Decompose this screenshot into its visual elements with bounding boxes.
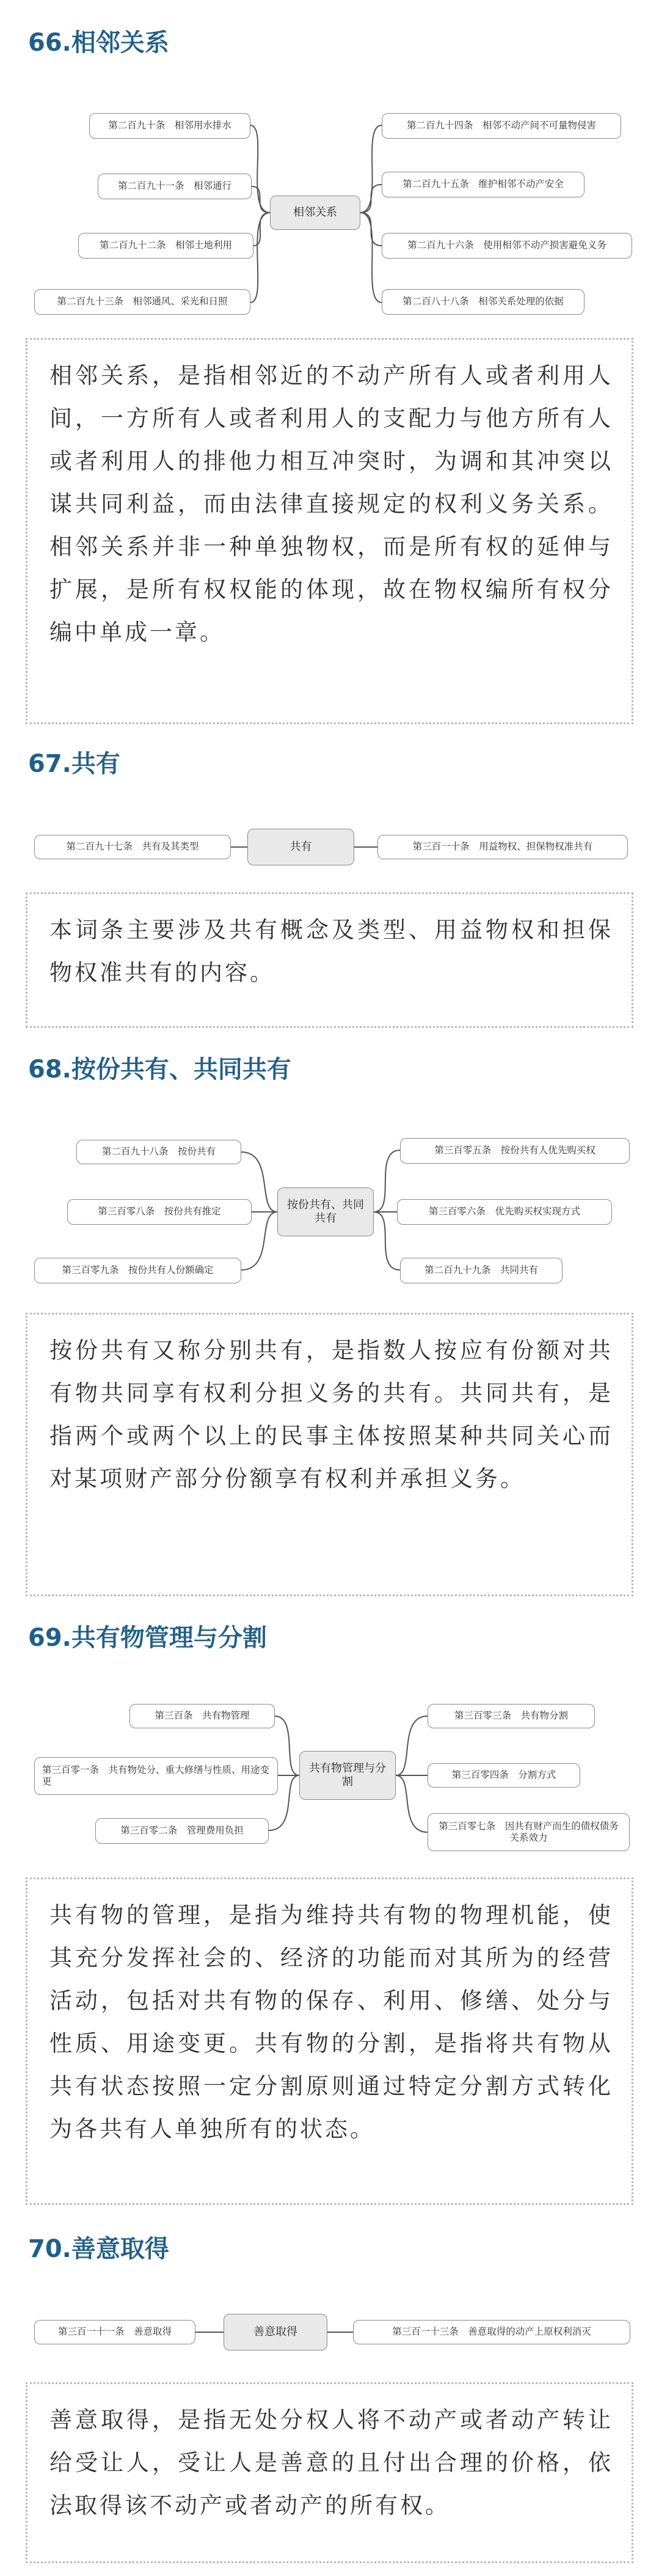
center-label: 按份共有、共同共有 <box>287 1198 364 1225</box>
mindmap-leaf <box>76 1140 241 1164</box>
mindmap-leaf <box>353 2320 630 2344</box>
mindmap-leaf <box>34 1258 241 1283</box>
mindmap-leaf <box>400 1258 563 1283</box>
mindmap-center <box>224 2314 327 2350</box>
section-text-box: 相邻关系，是指相邻近的不动产所有人或者利用人间，一方所有人或者利用人的支配力与他方所有人或者利用人的排他力相互冲突时，为调和其冲突以谋共同利益，而由法律直接规定的权利义务关系。相邻关系并非一种单独物权，而是所有权的延伸与扩展，是所有权权能的体现，故在物权编所有权分编中单成一章。 <box>26 338 633 724</box>
section-heading: 69.共有物管理与分割 <box>28 1624 267 1652</box>
mindmap-center <box>270 196 360 230</box>
mindmap-leaf <box>129 1704 275 1728</box>
leaf-label: 第三百零六条 优先购买权实现方式 <box>428 1206 580 1217</box>
leaf-label: 第三百条 共有物管理 <box>155 1710 250 1722</box>
section-text-box: 共有物的管理，是指为维持共有物的物理机能，使其充分发挥社会的、经济的功能而对其所为的经营活动，包括对共有物的保存、利用、修缮、处分与性质、用途变更。共有物的分割，是指将共有物从共有状态按照一定分割原则通过特定分割方式转化为各共有人单独所有的状态。 <box>26 1877 633 2205</box>
section-text-box: 本词条主要涉及共有概念及类型、用益物权和担保物权准共有的内容。 <box>26 892 633 1028</box>
leaf-label: 第二百九十四条 相邻不动产间不可量物侵害 <box>406 120 596 131</box>
mindmap-leaf <box>428 1813 630 1851</box>
leaf-label: 第三百一十三条 善意取得的动产上原权利消灭 <box>392 2326 591 2338</box>
section-heading: 70.善意取得 <box>28 2235 169 2263</box>
leaf-label: 第二百八十八条 相邻关系处理的依据 <box>402 296 564 307</box>
mindmap-leaf <box>78 233 253 259</box>
mindmap-leaf <box>382 113 621 139</box>
center-label: 共有 <box>289 840 312 853</box>
mindmap-leaf <box>89 113 250 139</box>
section-heading: 68.按份共有、共同共有 <box>28 1055 291 1084</box>
leaf-label: 第三百一十条 用益物权、担保物权准共有 <box>412 841 593 853</box>
section-text-box: 按份共有又称分别共有，是指数人按应有份额对共有物共同享有权利分担义务的共有。共同共有，是指两个或两个以上的民事主体按照某种共同关心而对某项财产部分份额享有权利并承担义务。 <box>26 1313 633 1596</box>
mindmap-leaf <box>382 172 584 197</box>
leaf-label: 第三百零八条 按份共有推定 <box>98 1206 221 1217</box>
mindmap-leaf <box>34 1757 278 1795</box>
leaf-label: 第三百零二条 管理费用负担 <box>120 1825 244 1837</box>
leaf-label: 第二百九十九条 共同共有 <box>424 1264 538 1276</box>
mindmap <box>0 825 659 868</box>
leaf-label: 第二百九十八条 按份共有 <box>101 1146 216 1158</box>
leaf-label: 第三百零一条 共有物处分、重大修缮与性质、用途变更 <box>42 1764 270 1787</box>
mindmap-leaf <box>428 1704 595 1728</box>
mindmap-leaf <box>382 289 584 315</box>
leaf-label: 第三百零七条 因共有财产而生的债权债务关系效力 <box>439 1820 619 1843</box>
mindmap-leaf <box>397 1199 612 1225</box>
leaf-label: 第三百零三条 共有物分割 <box>454 1710 568 1722</box>
section-heading: 66.相邻关系 <box>28 29 169 57</box>
leaf-label: 第二百九十三条 相邻通风、采光和日照 <box>57 296 228 307</box>
leaf-label: 第三百零五条 按份共有人优先购买权 <box>434 1145 595 1156</box>
mindmap <box>0 1125 659 1302</box>
mindmap <box>0 104 659 324</box>
leaf-label: 第二百九十七条 共有及其类型 <box>66 841 199 853</box>
mindmap-leaf <box>34 835 231 859</box>
mindmap-leaf <box>95 1818 269 1844</box>
leaf-label: 第二百九十条 相邻用水排水 <box>108 120 231 131</box>
leaf-label: 第二百九十五条 维护相邻不动产安全 <box>402 178 564 190</box>
mindmap-leaf <box>400 1138 630 1164</box>
mindmap-center <box>247 829 354 865</box>
leaf-label: 第二百九十二条 相邻土地利用 <box>99 240 232 251</box>
mindmap-leaf <box>377 835 628 859</box>
center-label: 相邻关系 <box>293 205 337 219</box>
mindmap-center <box>277 1187 374 1236</box>
section-heading: 67.共有 <box>28 750 120 778</box>
mindmap-leaf <box>428 1763 580 1788</box>
center-label: 共有物管理与分割 <box>309 1761 386 1788</box>
leaf-label: 第三百零九条 按份共有人份额确定 <box>62 1264 214 1276</box>
mindmap-leaf <box>98 174 252 199</box>
leaf-label: 第三百零四条 分割方式 <box>451 1769 556 1781</box>
mindmap-leaf <box>67 1199 252 1225</box>
mindmap-leaf <box>34 289 250 315</box>
mindmap-leaf <box>382 233 632 259</box>
leaf-label: 第二百九十六条 使用相邻不动产损害避免义务 <box>407 240 606 251</box>
mindmap <box>0 2310 659 2353</box>
mindmap-center <box>299 1751 396 1800</box>
mindmap-leaf <box>34 2320 195 2344</box>
leaf-label: 第三百一十一条 善意取得 <box>57 2326 172 2338</box>
mindmap <box>0 1690 659 1867</box>
leaf-label: 第二百九十一条 相邻通行 <box>117 180 231 192</box>
center-label: 善意取得 <box>253 2325 297 2338</box>
section-text-box: 善意取得，是指无处分权人将不动产或者动产转让给受让人，受让人是善意的且付出合理的价格，依法取得该不动产或者动产的所有权。 <box>26 2382 633 2563</box>
